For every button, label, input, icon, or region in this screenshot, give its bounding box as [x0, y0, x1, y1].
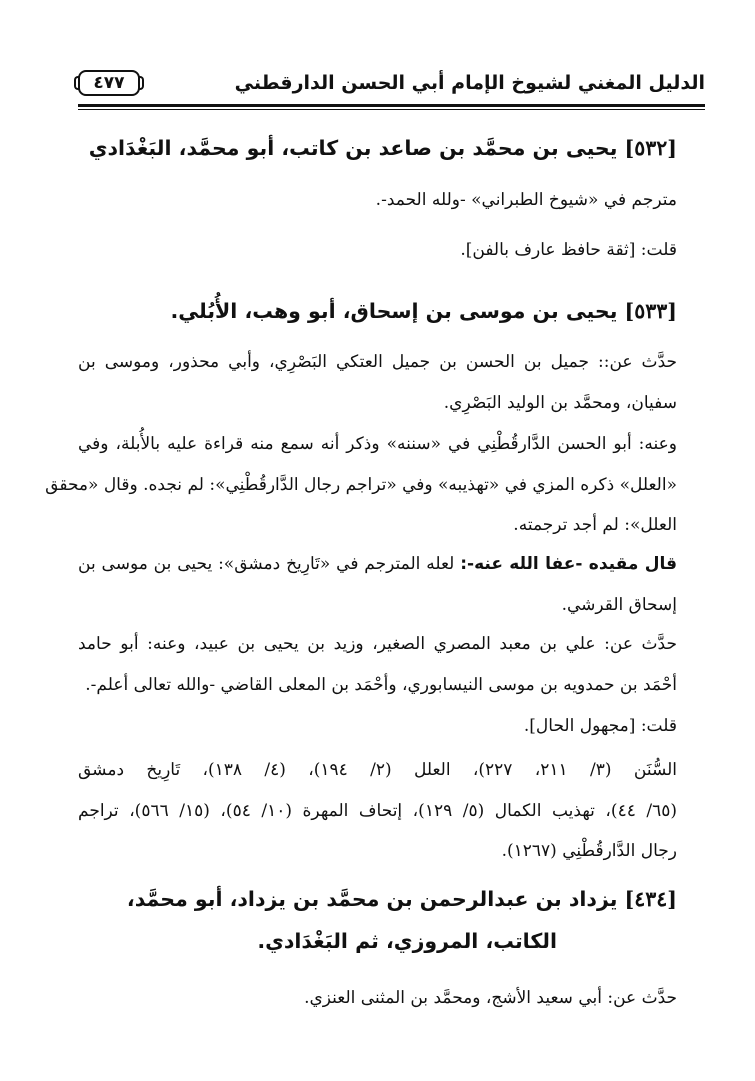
- entry-533-author-note: قال مقيده -عفا الله عنه-: لعله المترجم في «تَارِيخ دمشق»: يحيى بن موسى بن إسحاق القرشي.: [78, 554, 677, 615]
- entry-532-paragraph-1: مترجم في «شيوخ الطبراني» -ولله الحمد-.: [375, 190, 677, 210]
- entry-533-students: وعنه: أبو الحسن الدَّارقُطْنِي في «سننه» وذكر أنه سمع منه قراءة عليه بالأُبلة، وفي «العلل» ذكره المزي في «تهذيبه» وفي «تراجم رجال الدَّارقُطْنِي»: لم نجده. وقال «محقق العلل»: لم أجد ترجمته.: [45, 434, 677, 535]
- running-header: [78, 62, 705, 106]
- entry-number: [٥٣٢]: [624, 136, 677, 160]
- entry-533-sources: السُّنَن (٣/ ٢١١، ٢٢٧)، العلل (٢/ ١٩٤)، (٤/ ١٣٨)، تَارِيخ دمشق (٦٥/ ٤٤)، تهذيب الكمال (٥/ ١٢٩)، إتحاف المهرة (١٠/ ٥٤)، (١٥/ ٥٦٦)، تراجم رجال الدَّارقُطْنِي (١٢٦٧).: [78, 760, 678, 861]
- entry-532-heading: [78, 127, 677, 169]
- entry-title-continued: الكاتب، المروزي، ثم البَغْدَادي.: [257, 929, 557, 953]
- entry-533-teachers: حدَّث عن:: جميل بن الحسن بن جميل العتكي البَصْرِي، وأبي محذور، وموسى بن سفيان، ومحمَّد بن الوليد البَصْرِي.: [78, 352, 677, 413]
- book-title: الدليل المغني لشيوخ الإمام أبي الحسن الدارقطني: [234, 72, 705, 94]
- entry-title: يحيى بن محمَّد بن صاعد بن كاتب، أبو محمَّد، البَغْدَادي: [88, 136, 618, 160]
- entry-number: [٤٣٤]: [624, 887, 677, 911]
- note-lead: قال مقيده -عفا الله عنه-:: [460, 554, 677, 574]
- entry-number: [٥٣٣]: [624, 299, 677, 323]
- page-number: ٤٧٧: [78, 70, 140, 96]
- entry-title: يحيى بن موسى بن إسحاق، أبو وهب، الأُبُلي.: [170, 299, 618, 323]
- entry-533-verdict: قلت: [مجهول الحال].: [523, 716, 677, 736]
- header-rule-thin: [78, 109, 705, 110]
- entry-533-related: حدَّث عن: علي بن معبد المصري الصغير، وزيد بن يحيى بن عبيد، وعنه: أبو حامد أحْمَد بن حمدويه بن موسى النيسابوري، وأحْمَد بن المعلى القاضي -والله تعالى أعلم-.: [78, 634, 677, 695]
- entry-532-paragraph-2: قلت: [ثقة حافظ عارف بالفن].: [460, 240, 677, 260]
- entry-434-heading: [78, 878, 677, 962]
- entry-533-heading: [78, 290, 677, 332]
- entry-title: يزداد بن عبدالرحمن بن محمَّد بن يزداد، أبو محمَّد،: [126, 887, 618, 911]
- entry-434-teachers: حدَّث عن: أبي سعيد الأشج، ومحمَّد بن المثنى العنزي.: [304, 988, 677, 1008]
- header-rule: [78, 104, 705, 107]
